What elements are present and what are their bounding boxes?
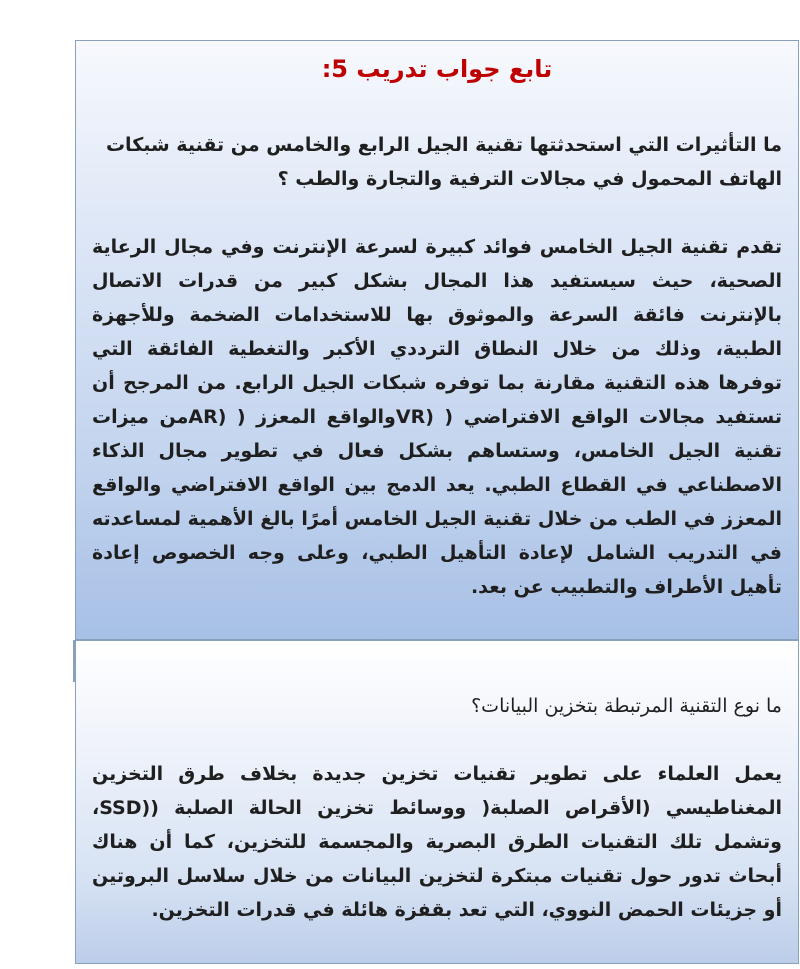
storage-question-panel (75, 640, 799, 964)
exercise-answer-panel (75, 40, 799, 640)
answer-text: تقدم تقنية الجيل الخامس فوائد كبيرة لسرعة الإنترنت وفي مجال الرعاية الصحية، حيث سيستفيد هذا المجال بشكل كبير من قدرات الاتصال بالإنترنت فائقة السرعة والموثوق بها للاستخدامات الضخمة وللأجهزة الطبية، وذلك من خلال النطاق الترددي الأكبر والتغطية الفائقة التي توفرها هذه التقنية مقارنة بما توفره شبكات الجيل الرابع. من المرجح أن تستفيد مجالات الواقع الافتراضي ( (VRوالواقع المعزز ( (ARمن ميزات تقنية الجيل الخامس، وستساهم بشكل فعال في تطوير مجال الذكاء الاصطناعي في القطاع الطبي. يعد الدمج بين الواقع الافتراضي والواقع المعزز في الطب من خلال تقنية الجيل الخامس أمرًا بالغ الأهمية لمساعدته في التدريب الشامل لإعادة التأهيل الطبي، وعلى وجه الخصوص إعادة تأهيل الأطراف والتطبيب عن بعد. (92, 235, 782, 598)
question-text: ما التأثيرات التي استحدثتها تقنية الجيل الرابع والخامس من تقنية شبكات الهاتف المحمول في مجالات الترفية والتجارة والطب ؟ (105, 133, 782, 190)
question-text: ما نوع التقنية المرتبطة بتخزين البيانات؟ (471, 695, 782, 717)
answer-text: يعمل العلماء على تطوير تقنيات تخزين جديدة بخلاف طرق التخزين المغناطيسي (الأقراص الصلبة( ووسائط تخزين الحالة الصلبة ((SSD، وتشمل تلك التقنيات الطرق البصرية والمجسمة للتخزين، كما أن هناك أبحاث تدور حول تقنيات مبتكرة لتخزين البيانات من خلال سلاسل البروتين أو جزيئات الحمض النووي، التي تعد بقفزة هائلة في قدرات التخزين. (92, 763, 782, 921)
section-title: تابع جواب تدريب 5: (321, 55, 553, 83)
